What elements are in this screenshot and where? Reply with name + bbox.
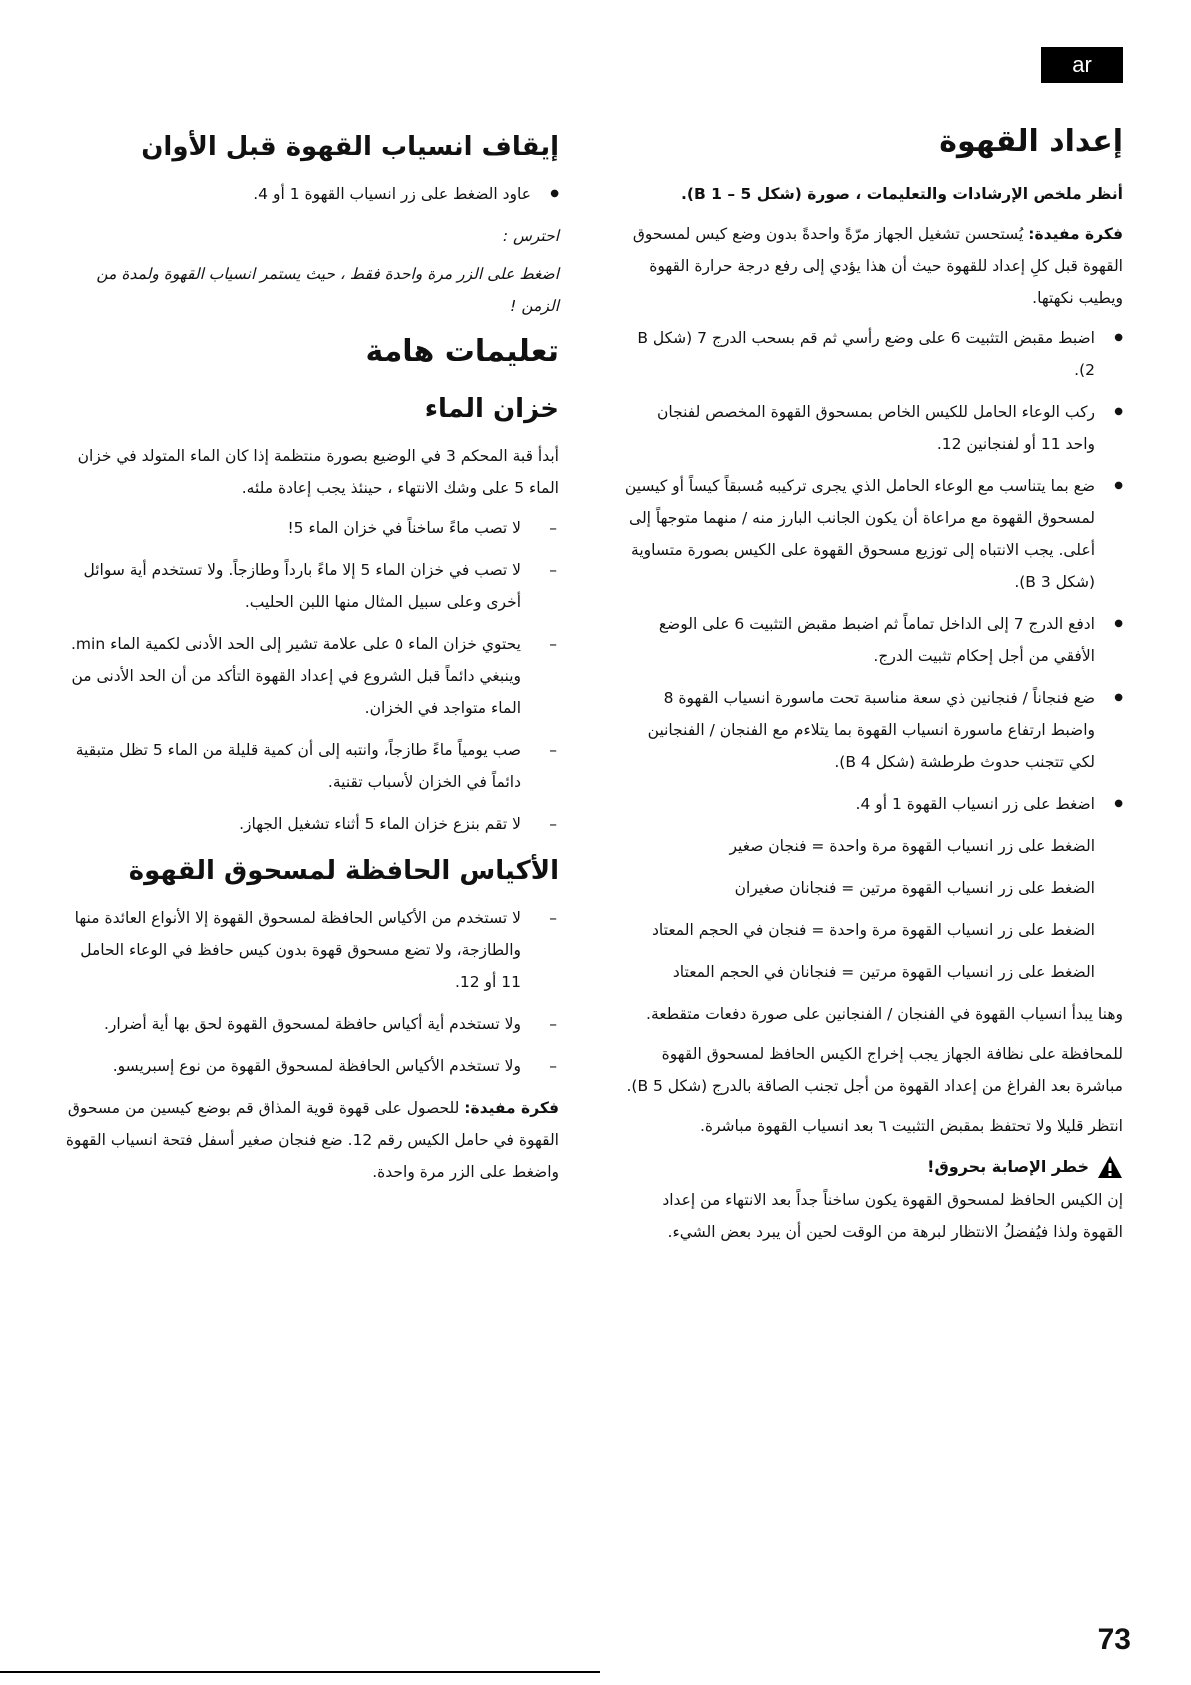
list-item: ● اضبط مقبض التثبيت 6 على وضع رأسي ثم قم بسحب الدرج 7 (شكل B 2). — [623, 322, 1123, 386]
press-text: الضغط على زر انسياب القهوة مرة واحدة = فنجان صغير — [729, 837, 1095, 855]
warning-triangle-icon — [1097, 1155, 1123, 1179]
intro-paragraph — [623, 178, 1123, 210]
after-press: وهنا يبدأ انسياب القهوة في الفنجان / الفنجانين على صورة دفعات متقطعة. — [646, 1005, 1123, 1023]
left-column — [59, 118, 559, 1196]
tip-label: فكرة مفيدة: — [1028, 225, 1123, 243]
keep-clean: للمحافظة على نظافة الجهاز يجب إخراج الكيس الحافظ لمسحوق القهوة مباشرة بعد الفراغ من إعداد القهوة من أجل تجنب الصاقة بالدرج (شكل B 5). — [626, 1045, 1123, 1095]
press-text: الضغط على زر انسياب القهوة مرتين = فنجانان صغيران — [734, 879, 1095, 897]
warning-text: إن الكيس الحافظ لمسحوق القهوة يكون ساخناً جداً بعد الانتهاء من إعداد القهوة ولذا فيُفضلُ الانتظار لبرهة من الوقت لحين أن يبرد بعض الشيء. — [662, 1191, 1123, 1241]
press-text: الضغط على زر انسياب القهوة مرة واحدة = فنجان في الحجم المعتاد — [652, 921, 1095, 939]
list-item: – لا تصب في خزان الماء 5 إلا ماءً بارداً وطازجاً. ولا تستخدم أية سوائل أخرى وعلى سبيل المثال منها اللبن الحليب. — [59, 554, 559, 618]
press-line — [623, 914, 1123, 946]
final-tip-label: فكرة مفيدة: — [464, 1099, 559, 1117]
caution-label: احترس : — [502, 227, 559, 245]
bottom-rule — [0, 1671, 600, 1673]
pad-notes — [59, 902, 559, 1082]
list-item: ● ضع بما يتناسب مع الوعاء الحامل الذي يجرى تركيبه مُسبقاً كيساً أو كيسين لمسحوق القهوة مع مراعاة أن يكون الجانب البارز منه / منهما متوجهاً إلى أعلى. يجب الانتباه إلى توزيع مسحوق القهوة على الكيس بصورة متساوية (شكل B 3). — [623, 470, 1123, 598]
warning-heading — [623, 1150, 1123, 1184]
section-title-stop-early: إيقاف انسياب القهوة قبل الأوان — [141, 132, 559, 162]
warning-title: خطر الإصابة بحروق! — [927, 1157, 1089, 1176]
press-line — [623, 872, 1123, 904]
language-badge: ar — [1041, 47, 1123, 83]
list-item: – يحتوي خزان الماء ٥ على علامة تشير إلى الحد الأدنى لكمية الماء min. وينبغي دائماً قبل الشروع في إعداد القهوة التأكد من أن الحد الأدنى من الماء متواجد في الخزان. — [59, 628, 559, 724]
prep-steps — [623, 322, 1123, 820]
section-title-important: تعليمات هامة — [365, 334, 559, 369]
list-item: – ولا تستخدم أية أكياس حافظة لمسحوق القهوة لحق بها أية أضرار. — [59, 1008, 559, 1040]
press-line — [623, 830, 1123, 862]
caution-text: اضغط على الزر مرة واحدة فقط ، حيث يستمر انسياب القهوة ولمدة من الزمن ! — [96, 265, 559, 315]
right-column — [623, 118, 1123, 1256]
tip-text: يُستحسن تشغيل الجهاز مرّةً واحدةً بدون وضع كيس لمسحوق القهوة قبل كلِ إعداد للقهوة حيث أن هذا يؤدي إلى رفع درجة حرارة القهوة ويطيب نكهتها. — [632, 225, 1123, 307]
subsection-coffee-pads: الأكياس الحافظة لمسحوق القهوة — [128, 856, 559, 886]
list-item: ● ضع فنجاناً / فنجانين ذي سعة مناسبة تحت ماسورة انسياب القهوة 8 واضبط ارتفاع ماسورة انسياب القهوة بما يتلاءم مع الفنجان / الفنجانين لكي تتجنب حدوث طرطشة (شكل B 4). — [623, 682, 1123, 778]
press-line — [623, 956, 1123, 988]
final-tip — [59, 1092, 559, 1188]
subsection-water-tank: خزان الماء — [424, 394, 559, 424]
water-notes — [59, 512, 559, 840]
section-title-coffee-prep: إعداد القهوة — [939, 124, 1123, 159]
list-item: ● اضغط على زر انسياب القهوة 1 أو 4. — [623, 788, 1123, 820]
final-tip-text: للحصول على قهوة قوية المذاق قم بوضع كيسين من مسحوق القهوة في حامل الكيس رقم 12. ضع فنجان صغير أسفل فتحة انسياب القهوة واضغط على الزر مرة واحدة. — [65, 1099, 559, 1181]
list-item: ● ركب الوعاء الحامل للكيس الخاص بمسحوق القهوة المخصص لفنجان واحد 11 أو لفنجانين 12. — [623, 396, 1123, 460]
list-item: – لا تقم بنزع خزان الماء 5 أثناء تشغيل الجهاز. — [59, 808, 559, 840]
list-item: – لا تستخدم من الأكياس الحافظة لمسحوق القهوة إلا الأنواع العائدة منها والطازجة، ولا تضع مسحوق قهوة بدون كيس حافظ في الوعاء الحامل 11 أو 12. — [59, 902, 559, 998]
list-item: ● ادفع الدرج 7 إلى الداخل تماماً ثم اضبط مقبض التثبيت 6 على الوضع الأفقي من أجل إحكام تثبيت الدرج. — [623, 608, 1123, 672]
page-number: 73 — [1097, 1623, 1131, 1656]
list-item: ● عاود الضغط على زر انسياب القهوة 1 أو 4. — [59, 178, 559, 210]
water-intro: أبدأ قبة المحكم 3 في الوضيع بصورة منتظمة إذا كان الماء المتولد في خزان الماء 5 على وشك الانتهاء ، حينئذ يجب إعادة ملئه. — [77, 447, 559, 497]
intro-bold: أنظر ملخص الإرشادات والتعليمات ، صورة (شكل B 1 – 5). — [680, 185, 1123, 203]
press-text: الضغط على زر انسياب القهوة مرتين = فنجانان في الحجم المعتاد — [672, 963, 1095, 981]
stop-steps — [59, 178, 559, 210]
tip-paragraph — [623, 218, 1123, 314]
list-item: – صب يومياً ماءً طازجاً، وانتبه إلى أن كمية قليلة من الماء 5 تظل متبقية دائماً في الخزان لأسباب تقنية. — [59, 734, 559, 798]
wait-note: انتظر قليلا ولا تحتفظ بمقبض التثبيت ٦ بعد انسياب القهوة مباشرة. — [699, 1117, 1123, 1135]
list-item: – لا تصب ماءً ساخناً في خزان الماء 5! — [59, 512, 559, 544]
list-item: – ولا تستخدم الأكياس الحافظة لمسحوق القهوة من نوع إسبريسو. — [59, 1050, 559, 1082]
